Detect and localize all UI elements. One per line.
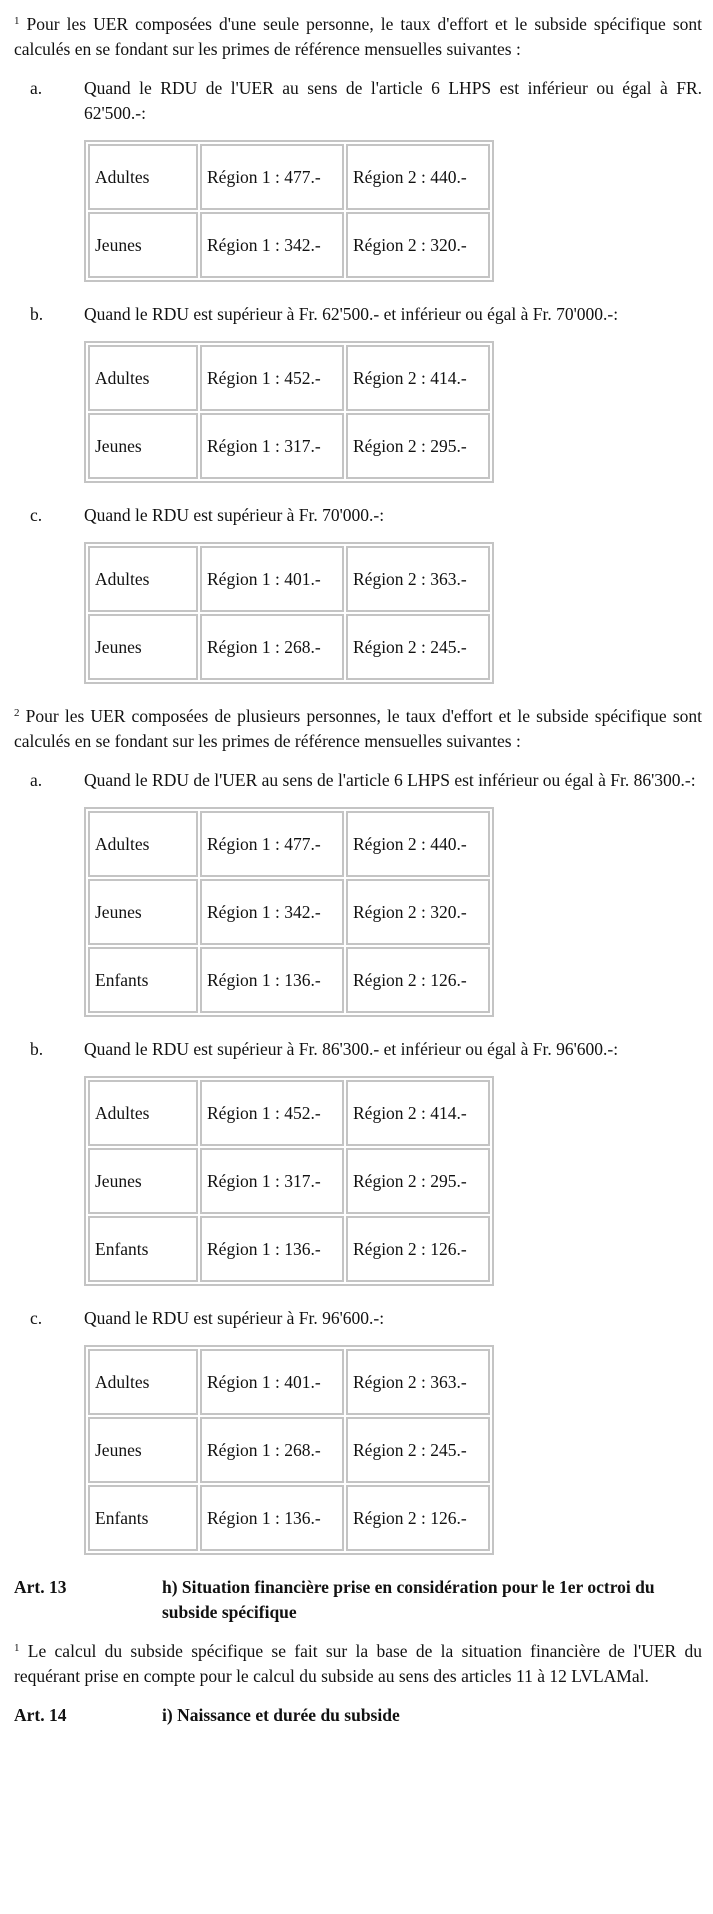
item-letter: b. bbox=[30, 1039, 44, 1059]
section1-item-c bbox=[14, 503, 702, 528]
region2-cell: Région 2 : 245.- bbox=[346, 1417, 490, 1483]
category-cell: Adultes bbox=[88, 144, 198, 210]
section1-intro: $^1$ Pour les UER composées d'une seule personne, le taux d'effort et le subside spécifique sont calculés en se fondant sur les primes de référence mensuelles suivantes : bbox=[14, 14, 703, 59]
region1-cell: Région 1 : 452.- bbox=[200, 345, 344, 411]
region2-cell: Région 2 : 320.- bbox=[346, 212, 490, 278]
region2-cell: Région 2 : 414.- bbox=[346, 345, 490, 411]
region1-cell: Région 1 : 317.- bbox=[200, 413, 344, 479]
category-cell: Adultes bbox=[88, 345, 198, 411]
item-letter: a. bbox=[30, 78, 43, 98]
table-row bbox=[88, 811, 490, 877]
footnote-marker: 2 bbox=[14, 707, 20, 719]
item-text: Quand le RDU est supérieur à Fr. 96'600.-: bbox=[84, 1308, 385, 1328]
table-row bbox=[88, 1216, 490, 1282]
section1-item-b bbox=[14, 302, 702, 327]
table-row bbox=[88, 1417, 490, 1483]
region1-cell: Région 1 : 477.- bbox=[200, 811, 344, 877]
item-letter: c. bbox=[30, 1308, 43, 1328]
document-page bbox=[14, 12, 702, 1742]
table-row bbox=[88, 947, 490, 1013]
category-cell: Jeunes bbox=[88, 212, 198, 278]
category-cell: Jeunes bbox=[88, 1417, 198, 1483]
section2-intro: $^2$ Pour les UER composées de plusieurs personnes, le taux d'effort et le subside spécifique sont calculés en se fondant sur les primes de référence mensuelles suivantes : bbox=[14, 706, 702, 751]
region1-cell: Région 1 : 136.- bbox=[200, 947, 344, 1013]
region1-cell: Région 1 : 401.- bbox=[200, 546, 344, 612]
table-row bbox=[88, 1080, 490, 1146]
article-13-heading bbox=[14, 1575, 702, 1625]
category-cell: Enfants bbox=[88, 1485, 198, 1551]
region1-cell: Région 1 : 136.- bbox=[200, 1216, 344, 1282]
table-row bbox=[88, 212, 490, 278]
rate-table-2a bbox=[84, 807, 494, 1017]
article-number: Art. 14 bbox=[14, 1705, 67, 1725]
region2-cell: Région 2 : 440.- bbox=[346, 144, 490, 210]
region2-cell: Région 2 : 295.- bbox=[346, 413, 490, 479]
region2-cell: Région 2 : 245.- bbox=[346, 614, 490, 680]
table-row bbox=[88, 546, 490, 612]
table-row bbox=[88, 345, 490, 411]
section2-item-c bbox=[14, 1306, 702, 1331]
region2-cell: Région 2 : 440.- bbox=[346, 811, 490, 877]
rate-table-1a bbox=[84, 140, 494, 282]
region1-cell: Région 1 : 452.- bbox=[200, 1080, 344, 1146]
category-cell: Adultes bbox=[88, 811, 198, 877]
section1-item-a bbox=[14, 76, 702, 126]
category-cell: Jeunes bbox=[88, 413, 198, 479]
region1-cell: Région 1 : 342.- bbox=[200, 212, 344, 278]
region1-cell: Région 1 : 268.- bbox=[200, 614, 344, 680]
article-14-heading bbox=[14, 1703, 702, 1728]
item-letter: c. bbox=[30, 505, 43, 525]
region2-cell: Région 2 : 320.- bbox=[346, 879, 490, 945]
category-cell: Adultes bbox=[88, 1080, 198, 1146]
region1-cell: Région 1 : 401.- bbox=[200, 1349, 344, 1415]
section2-item-a bbox=[14, 768, 702, 793]
table-row bbox=[88, 1148, 490, 1214]
article-number: Art. 13 bbox=[14, 1577, 67, 1597]
item-text: Quand le RDU est supérieur à Fr. 86'300.- et inférieur ou égal à Fr. 96'600.-: bbox=[84, 1039, 619, 1059]
table-row bbox=[88, 1349, 490, 1415]
item-letter: a. bbox=[30, 770, 43, 790]
region1-cell: Région 1 : 268.- bbox=[200, 1417, 344, 1483]
rate-table-1b bbox=[84, 341, 494, 483]
category-cell: Adultes bbox=[88, 546, 198, 612]
category-cell: Jeunes bbox=[88, 614, 198, 680]
table-row bbox=[88, 413, 490, 479]
category-cell: Jeunes bbox=[88, 879, 198, 945]
article-title: h) Situation financière prise en considération pour le 1er octroi du subside spécifique bbox=[162, 1577, 655, 1622]
region2-cell: Région 2 : 363.- bbox=[346, 546, 490, 612]
category-cell: Enfants bbox=[88, 947, 198, 1013]
item-letter: b. bbox=[30, 304, 44, 324]
category-cell: Jeunes bbox=[88, 1148, 198, 1214]
item-text: Quand le RDU est supérieur à Fr. 62'500.- et inférieur ou égal à Fr. 70'000.-: bbox=[84, 304, 619, 324]
article-title: i) Naissance et durée du subside bbox=[162, 1705, 400, 1725]
rate-table-2c bbox=[84, 1345, 494, 1555]
region1-cell: Région 1 : 477.- bbox=[200, 144, 344, 210]
region2-cell: Région 2 : 126.- bbox=[346, 947, 490, 1013]
rate-table-2b bbox=[84, 1076, 494, 1286]
section2-item-b bbox=[14, 1037, 702, 1062]
region2-cell: Région 2 : 295.- bbox=[346, 1148, 490, 1214]
table-row bbox=[88, 879, 490, 945]
footnote-marker: 1 bbox=[14, 15, 20, 27]
rate-table-1c bbox=[84, 542, 494, 684]
table-row bbox=[88, 1485, 490, 1551]
region2-cell: Région 2 : 414.- bbox=[346, 1080, 490, 1146]
category-cell: Enfants bbox=[88, 1216, 198, 1282]
region1-cell: Région 1 : 136.- bbox=[200, 1485, 344, 1551]
item-text: Quand le RDU de l'UER au sens de l'article 6 LHPS est inférieur ou égal à FR. 62'500.-: bbox=[84, 78, 702, 123]
footnote-marker: 1 bbox=[14, 1642, 20, 1654]
item-text: Quand le RDU de l'UER au sens de l'article 6 LHPS est inférieur ou égal à Fr. 86'300.-: bbox=[84, 770, 696, 790]
region2-cell: Région 2 : 126.- bbox=[346, 1485, 490, 1551]
article-13-text: $^1$ Le calcul du subside spécifique se fait sur la base de la situation financière de l'UER du requérant prise en compte pour le calcul du subside au sens des articles 11 à 12 LVLAMal. bbox=[14, 1641, 703, 1686]
category-cell: Adultes bbox=[88, 1349, 198, 1415]
region1-cell: Région 1 : 317.- bbox=[200, 1148, 344, 1214]
table-row bbox=[88, 614, 490, 680]
region2-cell: Région 2 : 126.- bbox=[346, 1216, 490, 1282]
item-text: Quand le RDU est supérieur à Fr. 70'000.-: bbox=[84, 505, 385, 525]
table-row bbox=[88, 144, 490, 210]
region1-cell: Région 1 : 342.- bbox=[200, 879, 344, 945]
region2-cell: Région 2 : 363.- bbox=[346, 1349, 490, 1415]
